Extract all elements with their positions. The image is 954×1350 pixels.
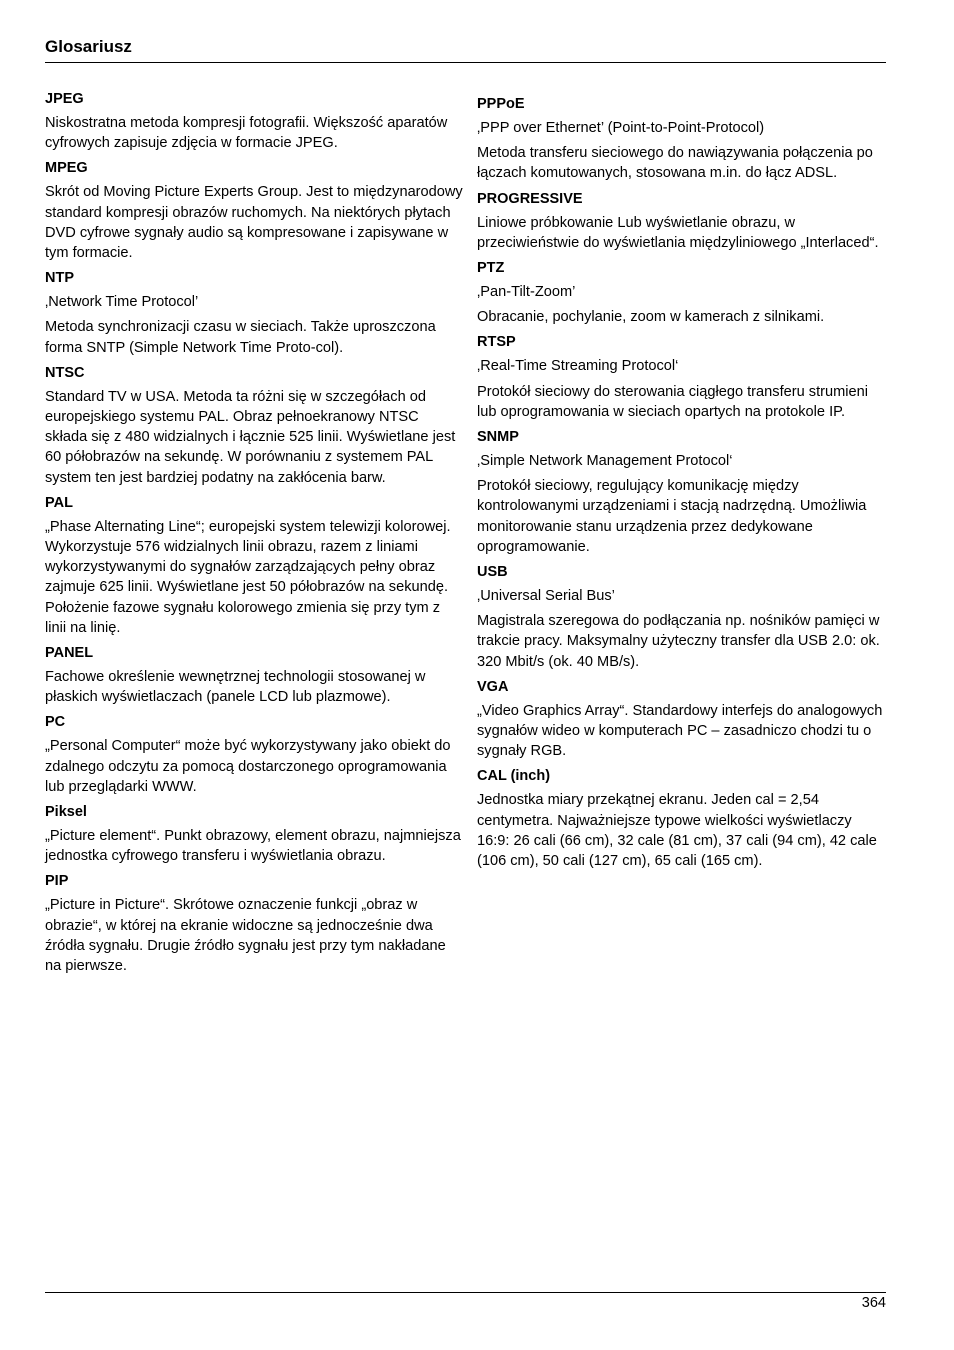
glossary-term: PANEL (45, 645, 94, 662)
glossary-definition: „Picture element“. Punkt obrazowy, element obrazu, najmniejsza jednostka cyfrowego transferu i wyświetlania obrazu. (45, 828, 461, 865)
page-number: 364 (861, 1295, 886, 1311)
glossary-column-left (45, 89, 463, 981)
glossary-entry-ptz (477, 258, 887, 327)
glossary-entry-progressive (477, 189, 887, 253)
glossary-entry-pal (45, 493, 463, 638)
glossary-entry-jpeg (45, 89, 463, 153)
glossary-definition: Standard TV w USA. Metoda ta różni się w szczegółach od europejskiego systemu PAL. Obraz pełnoekranowy NTSC składa się z 480 widzialnych i łącznie 525 linii. Wyświetlane jest 60 półobrazów na sekundę. W porównaniu z systemem PAL system ten jest bardziej podatny na zakłócenia barw. (45, 388, 456, 486)
glossary-definition: Liniowe próbkowanie Lub wyświetlanie obrazu, w przeciwieństwie do wyświetlania międzyliniowego „Interlaced“. (477, 214, 879, 251)
glossary-term: PIP (45, 873, 69, 890)
glossary-definition: „Personal Computer“ może być wykorzystywany jako obiekt do zdalnego odczytu za pomocą dostarczonego oprogramowania lub przeglądarki WWW. (45, 738, 451, 795)
glossary-definition: „Phase Alternating Line“; europejski system telewizji kolorowej. Wykorzystuje 576 widzialnych linii obrazu, razem z liniami wykorzystywanymi do sygnałów zarządzających pełny obraz zajmuje 625 linii. Wyświetlane jest 50 półobrazów na sekundę. Położenie fazowe sygnału kolorowego zmienia się przy tym z linii na linię. (45, 518, 451, 636)
glossary-expansion: ‚Network Time Protocol’ (45, 294, 199, 311)
glossary-definition: Obracanie, pochylanie, zoom w kamerach z silnikami. (477, 309, 825, 326)
glossary-definition: Metoda transferu sieciowego do nawiązywania połączenia po łączach komutowanych, stosowana m.in. do łącz ADSL. (477, 145, 873, 182)
glossary-term: PPPoE (477, 96, 525, 112)
glossary-term: VGA (477, 678, 509, 695)
glossary-term: PAL (45, 494, 73, 511)
glossary-definition: Protokół sieciowy do sterowania ciągłego transferu strumieni lub oprogramowania w sieciach opartych na protokole IP. (477, 383, 868, 420)
glossary-term: PROGRESSIVE (477, 190, 583, 207)
glossary-definition: Fachowe określenie wewnętrznej technologii stosowanej w płaskich wyświetlaczach (panele LCD lub plazmowe). (45, 669, 426, 706)
glossary-expansion: ‚PPP over Ethernet’ (Point-to-Point-Protocol) (477, 120, 765, 136)
glossary-term: NTSC (45, 364, 85, 381)
glossary-term: JPEG (45, 91, 84, 107)
glossary-entry-pc (45, 712, 463, 797)
glossary-definition: Niskostratna metoda kompresji fotografii. Większość aparatów cyfrowych zapisuje zdjęcia w formacie JPEG. (45, 115, 448, 152)
glossary-column-right (477, 94, 887, 876)
glossary-term: RTSP (477, 334, 516, 351)
glossary-entry-panel (45, 643, 463, 707)
glossary-term: PTZ (477, 260, 505, 277)
glossary-entry-mpeg (45, 158, 463, 263)
glossary-definition: Skrót od Moving Picture Experts Group. Jest to międzynarodowy standard kompresji obrazów ruchomych. Na niektórych płytach DVD cyfrowe sygnały audio są kompresowane i zapisywane w tym formacie. (45, 184, 463, 262)
glossary-entry-usb (477, 562, 887, 672)
glossary-term: NTP (45, 270, 74, 287)
glossary-entry-cal (477, 766, 887, 871)
glossary-entry-vga (477, 677, 887, 762)
glossary-definition: Metoda synchronizacji czasu w sieciach. Także uproszczona forma SNTP (Simple Network Time Proto-col). (45, 319, 436, 356)
glossary-term: SNMP (477, 429, 519, 446)
glossary-definition: „Picture in Picture“. Skrótowe oznaczenie funkcji „obraz w obrazie“, w której na ekranie widoczne są jednocześnie dwa źródła sygnału. Drugie źródło sygnału jest przy tym nakładane na pierwsze. (45, 897, 446, 975)
glossary-expansion: ‚Simple Network Management Protocol‘ (477, 453, 733, 470)
glossary-expansion: ‚Real-Time Streaming Protocol‘ (477, 358, 679, 375)
glossary-term: PC (45, 714, 66, 731)
glossary-entry-piksel (45, 802, 463, 866)
glossary-definition: Protokół sieciowy, regulujący komunikację między kontrolowanymi urządzeniami i stacją nadrzędną. Umożliwia monitorowanie stanu urządzenia przez dedykowane oprogramowanie. (477, 478, 867, 555)
glossary-term: Piksel (45, 804, 87, 821)
glossary-entry-ntp (45, 268, 463, 358)
glossary-entry-snmp (477, 427, 887, 557)
glossary-expansion: ‚Pan-Tilt-Zoom’ (477, 284, 576, 301)
glossary-definition: Magistrala szeregowa do podłączania np. nośników pamięci w trakcie pracy. Maksymalny użyteczny transfer dla USB 2.0: ok. 320 Mbit/s (ok. 40 MB/s). (477, 613, 880, 670)
glossary-definition: „Video Graphics Array“. Standardowy interfejs do analogowych sygnałów wideo w komputerach PC – zasadniczo chodzi tu o sygnały RGB. (477, 702, 883, 760)
glossary-entry-rtsp (477, 332, 887, 422)
footer-rule (45, 1292, 886, 1293)
glossary-entry-pppoe (477, 94, 887, 184)
glossary-term: MPEG (45, 160, 88, 177)
glossary-expansion: ‚Universal Serial Bus’ (477, 588, 615, 605)
glossary-entry-pip (45, 871, 463, 976)
header-rule (45, 62, 886, 63)
glossary-term: USB (477, 564, 508, 581)
page-title: Glosariusz (45, 37, 132, 56)
glossary-definition: Jednostka miary przekątnej ekranu. Jeden cal = 2,54 centymetra. Najważniejsze typowe wielkości wyświetlaczy 16:9: 26 cali (66 cm), 32 cale (81 cm), 37 cali (94 cm), 42 cale (106 cm), 50 cali (127 cm), 65 cali (165 cm). (477, 792, 877, 870)
glossary-entry-ntsc (45, 363, 463, 488)
glossary-term: CAL (inch) (477, 768, 551, 785)
